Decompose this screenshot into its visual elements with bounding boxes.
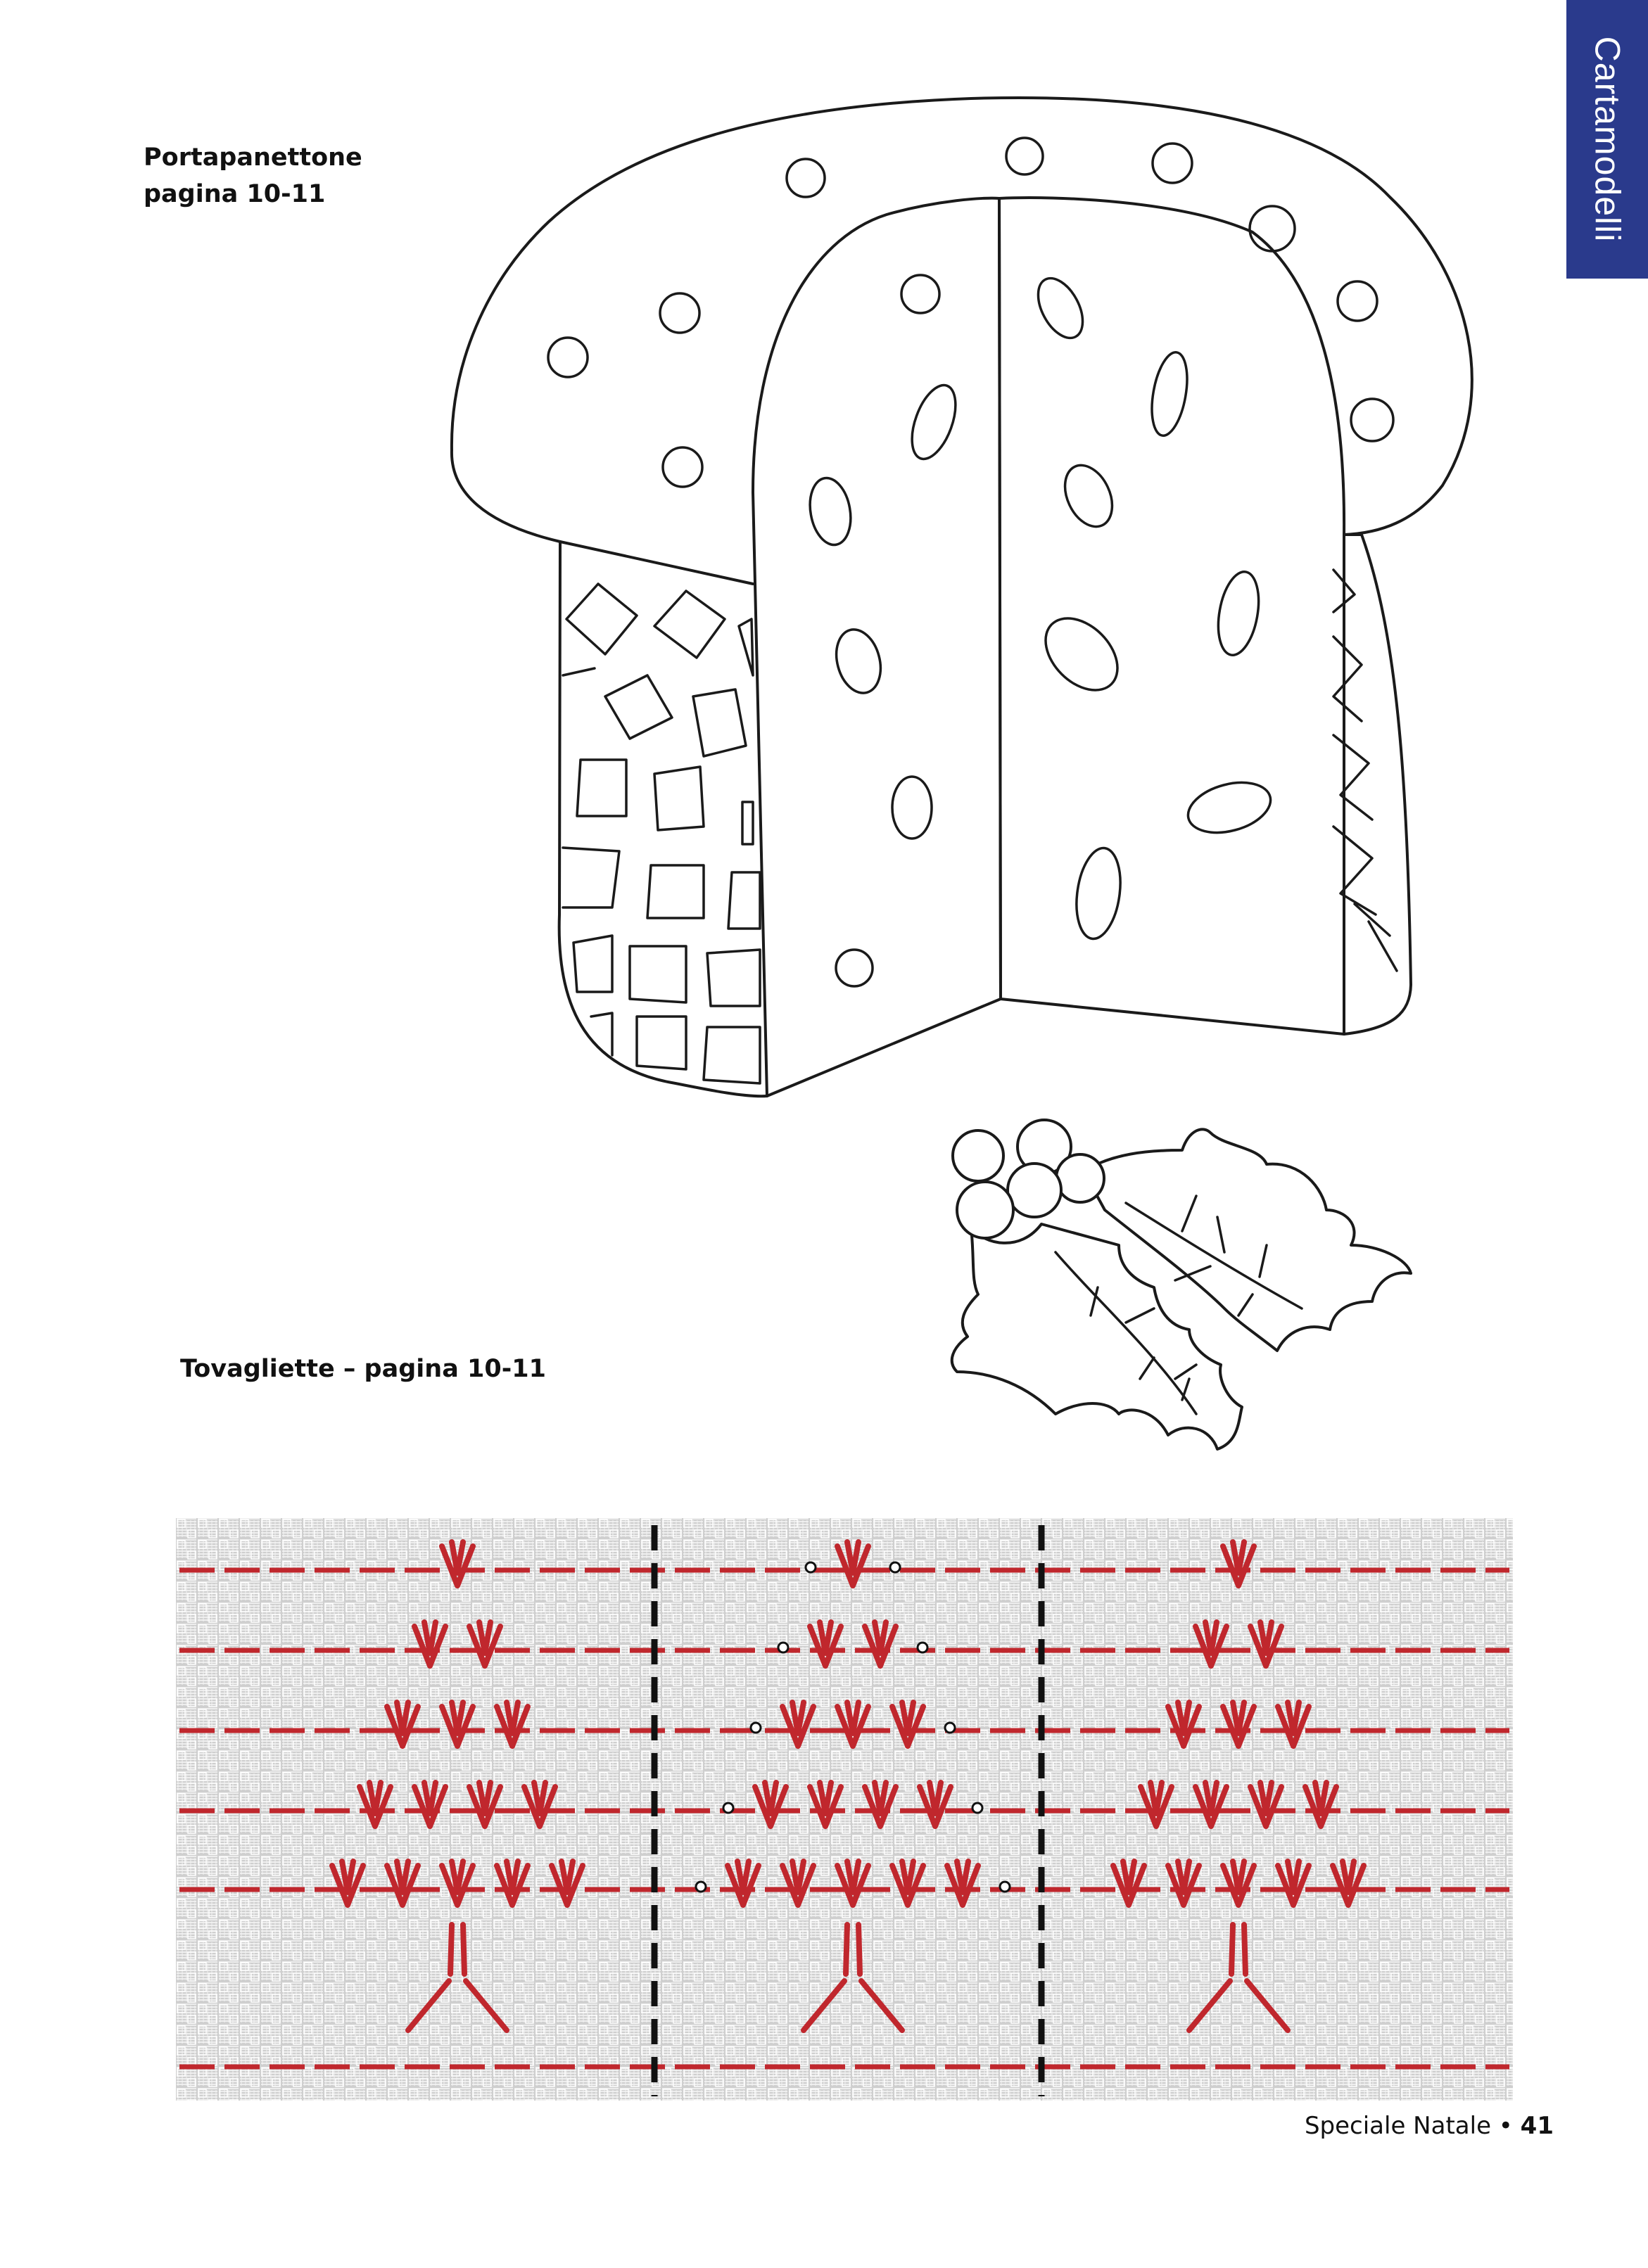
panettone-raisins — [548, 138, 1393, 986]
section-tab-label: Cartamodelli — [1587, 36, 1628, 243]
stitch-marker — [723, 1803, 733, 1813]
portapanettone-page-ref: pagina 10-11 — [144, 180, 326, 208]
panettone-outline-drawing — [452, 98, 1472, 1096]
footer-separator: • — [1498, 2112, 1513, 2140]
embroidery-pattern-chart — [176, 1518, 1513, 2101]
holly-outline-drawing — [952, 1120, 1411, 1449]
stitch-marker — [972, 1803, 982, 1813]
holly-berries — [953, 1120, 1104, 1238]
panettone-wrap-right — [1344, 535, 1411, 1034]
page-number: 41 — [1520, 2112, 1554, 2140]
stitch-marker — [751, 1723, 761, 1733]
stitch-marker — [806, 1562, 816, 1572]
panettone-wrap-left — [559, 542, 767, 1096]
stitch-marker — [696, 1882, 706, 1892]
panettone-wrap-top-left — [560, 542, 753, 584]
panettone-cut-line — [767, 198, 1001, 1096]
page-footer — [1305, 2112, 1554, 2140]
footer-publication: Speciale Natale — [1304, 2112, 1491, 2140]
stitch-marker — [778, 1643, 788, 1652]
stitch-marker — [890, 1562, 900, 1572]
stitch-marker — [945, 1723, 955, 1733]
stitch-marker — [918, 1643, 927, 1652]
tovagliette-caption: Tovagliette – pagina 10-11 — [180, 1355, 546, 1383]
panettone-wrap-grid — [563, 584, 760, 1083]
panettone-cut-slice — [753, 198, 1344, 1096]
panettone-dome — [452, 98, 1472, 542]
portapanettone-title: Portapanettone — [144, 144, 362, 172]
stitch-marker — [1000, 1882, 1010, 1892]
